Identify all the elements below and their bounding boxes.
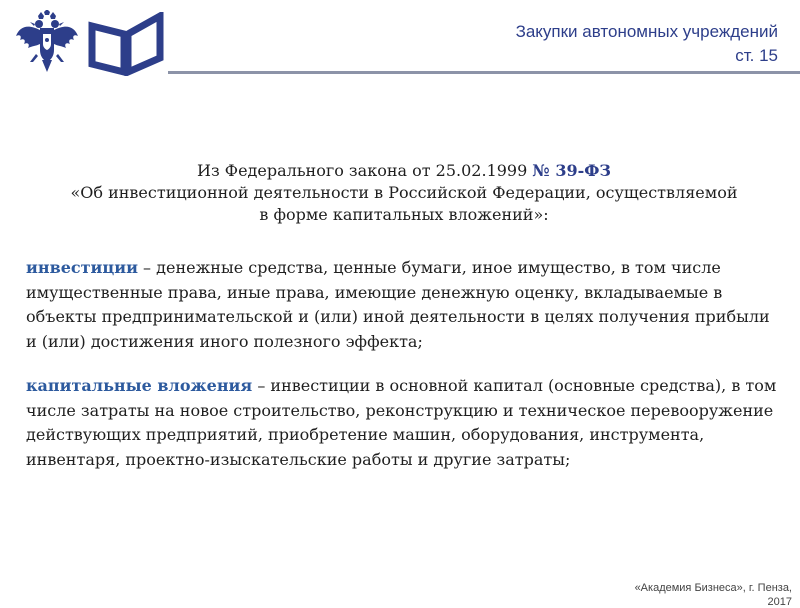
footer-credit: [635, 582, 792, 608]
footer-year: 2017: [767, 596, 792, 608]
definition-term: инвестиции: [26, 258, 138, 277]
header-divider: [168, 71, 800, 74]
definition-text: – денежные средства, ценные бумаги, иное имущество, в том числе имущественные права, иные права, имеющие денежную оценку, вкладываемые в объекты предпринимательской и (или) иной деятельности в целях получения прибыли и (или) достижения иного полезного эффекта;: [26, 258, 770, 351]
eagle-emblem-icon: [14, 10, 80, 76]
definition-text: – инвестиции в основной капитал (основные средства), в том числе затраты на новое строительство, реконструкцию и техническое перевооружение действующих предприятий, приобретение машин, оборудования, инструмента, инвентаря, проектно-изыскательские работы и другие затраты;: [26, 376, 777, 469]
definition-investments: [26, 256, 778, 354]
definition-term: капитальные вложения: [26, 376, 253, 395]
law-number: № 39-ФЗ: [532, 161, 611, 180]
law-title-line2: в форме капитальных вложений»:: [259, 205, 549, 224]
law-title-line1: «Об инвестиционной деятельности в Российской Федерации, осуществляемой: [70, 183, 738, 202]
law-intro-line: [26, 160, 782, 182]
law-reference: [26, 160, 782, 226]
law-intro-prefix: Из Федерального закона от 25.02.1999: [197, 161, 533, 180]
header-title-line2: ст. 15: [735, 46, 778, 65]
header-title-line1: Закупки автономных учреждений: [515, 22, 778, 41]
footer-text: «Академия Бизнеса», г. Пенза,: [634, 582, 792, 594]
definition-capital-investments: [26, 374, 778, 472]
open-book-logo-icon: [88, 12, 164, 76]
page-header-title: [358, 20, 778, 68]
